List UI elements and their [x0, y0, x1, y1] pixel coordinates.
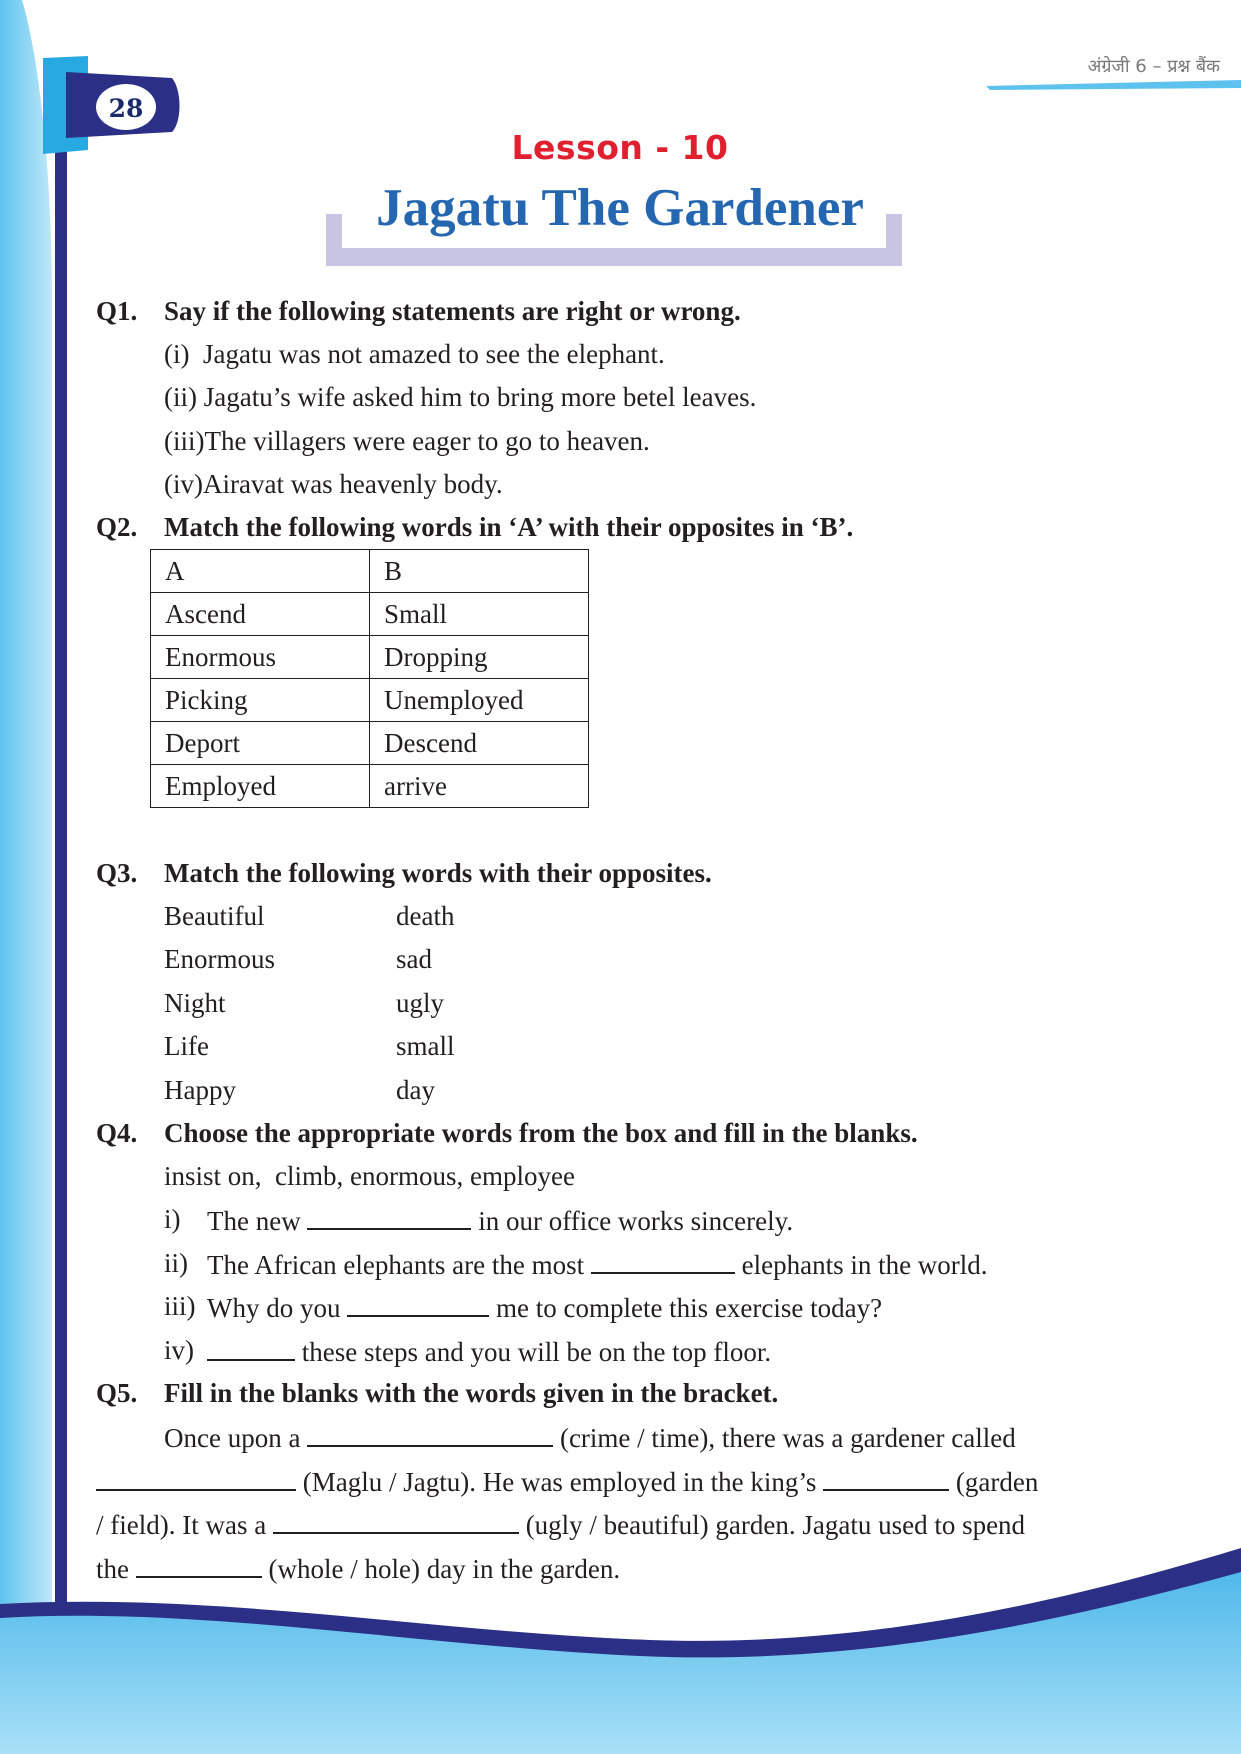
- blank-line: [307, 1421, 553, 1447]
- blank-line: [273, 1508, 519, 1534]
- q4-prompt: Choose the appropriate words from the box and fill in the blanks.: [164, 1118, 918, 1148]
- table-cell: Small: [370, 593, 589, 636]
- table-cell: Ascend: [151, 593, 370, 636]
- lesson-label: Lesson - 10: [511, 128, 729, 167]
- page-number: 28: [108, 94, 144, 123]
- table-row: [151, 636, 589, 679]
- q4-item-number: iii): [164, 1291, 196, 1321]
- q4-item: [207, 1248, 988, 1281]
- q4-item-number: ii): [164, 1248, 188, 1278]
- q5-text: (crime / time), there was a gardener called: [553, 1423, 1016, 1453]
- q4-item-before: The African elephants are the most: [207, 1250, 591, 1280]
- table-cell: Employed: [151, 765, 370, 808]
- q3-word: Happy: [164, 1075, 236, 1105]
- q5-text: (whole / hole) day in the garden.: [261, 1554, 621, 1584]
- q5-text: (garden: [949, 1467, 1039, 1497]
- q3-word: Life: [164, 1031, 209, 1061]
- q3-word: Enormous: [164, 944, 275, 974]
- blank-line: [96, 1465, 296, 1491]
- opposites-table: [150, 549, 589, 808]
- q3-word: Night: [164, 988, 226, 1018]
- q4-item-before: The new: [207, 1206, 308, 1236]
- q5-text: (ugly / beautiful) garden. Jagatu used to spend: [518, 1510, 1026, 1540]
- q5-text: / field). It was a: [96, 1510, 273, 1540]
- table-cell: Picking: [151, 679, 370, 722]
- q4-item-after: in our office works sincerely.: [471, 1206, 794, 1236]
- q3-opposite: death: [396, 901, 455, 931]
- q3-prompt: Match the following words with their opposites.: [164, 858, 712, 888]
- q3-opposite: small: [396, 1031, 455, 1061]
- q4-item-number: i): [164, 1204, 181, 1234]
- table-cell: arrive: [370, 765, 589, 808]
- running-header: अंग्रेजी 6 – प्रश्न बैंक: [1087, 56, 1220, 77]
- table-header-row: [151, 550, 589, 593]
- q3-opposite: day: [396, 1075, 435, 1105]
- blank-line: [207, 1335, 295, 1361]
- q5-number: Q5.: [96, 1378, 138, 1408]
- q5-text: the: [96, 1554, 136, 1584]
- table-row: [151, 722, 589, 765]
- table-cell: Descend: [370, 722, 589, 765]
- table-cell: Dropping: [370, 636, 589, 679]
- blank-line: [136, 1552, 262, 1578]
- q1-item: (iii)The villagers were eager to go to heaven.: [164, 426, 650, 456]
- q4-item: [207, 1204, 793, 1237]
- table-row: [151, 679, 589, 722]
- table-row: [151, 765, 589, 808]
- q1-item: (ii) Jagatu’s wife asked him to bring more betel leaves.: [164, 382, 757, 412]
- q4-item: [207, 1335, 771, 1368]
- q2-prompt: Match the following words in ‘A’ with their opposites in ‘B’.: [164, 512, 854, 542]
- q5-line: [96, 1465, 1038, 1498]
- q1-item: (iv)Airavat was heavenly body.: [164, 469, 503, 499]
- q3-number: Q3.: [96, 858, 138, 888]
- q5-text: (Maglu / Jagtu). He was employed in the king’s: [296, 1467, 824, 1497]
- q4-word-box: insist on, climb, enormous, employee: [164, 1161, 575, 1191]
- blank-line: [347, 1291, 489, 1317]
- blank-line: [823, 1465, 949, 1491]
- table-row: [151, 593, 589, 636]
- q4-item: [207, 1291, 882, 1324]
- q4-item-after: elephants in the world.: [734, 1250, 988, 1280]
- q5-line: [96, 1508, 1025, 1541]
- q1-number: Q1.: [96, 296, 138, 326]
- q4-item-before: Why do you: [207, 1293, 348, 1323]
- q1-item: (i) Jagatu was not amazed to see the elephant.: [164, 339, 665, 369]
- q1-prompt: Say if the following statements are right or wrong.: [164, 296, 741, 326]
- q5-prompt: Fill in the blanks with the words given in the bracket.: [164, 1378, 779, 1408]
- q3-opposite: sad: [396, 944, 432, 974]
- blank-line: [591, 1248, 735, 1274]
- q5-line: [164, 1421, 1016, 1454]
- table-cell: Unemployed: [370, 679, 589, 722]
- q4-number: Q4.: [96, 1118, 138, 1148]
- table-header-cell: B: [370, 550, 589, 593]
- table-cell: Enormous: [151, 636, 370, 679]
- q2-number: Q2.: [96, 512, 138, 542]
- q3-word: Beautiful: [164, 901, 265, 931]
- blank-line: [307, 1204, 471, 1230]
- q3-opposite: ugly: [396, 988, 445, 1018]
- table-cell: Deport: [151, 722, 370, 765]
- q5-text: Once upon a: [164, 1423, 308, 1453]
- q4-item-after: me to complete this exercise today?: [489, 1293, 883, 1323]
- q5-line: [96, 1552, 620, 1585]
- table-header-cell: A: [151, 550, 370, 593]
- q4-item-after: these steps and you will be on the top floor.: [295, 1337, 772, 1367]
- q4-item-number: iv): [164, 1335, 194, 1365]
- lesson-title: Jagatu The Gardener: [376, 179, 864, 237]
